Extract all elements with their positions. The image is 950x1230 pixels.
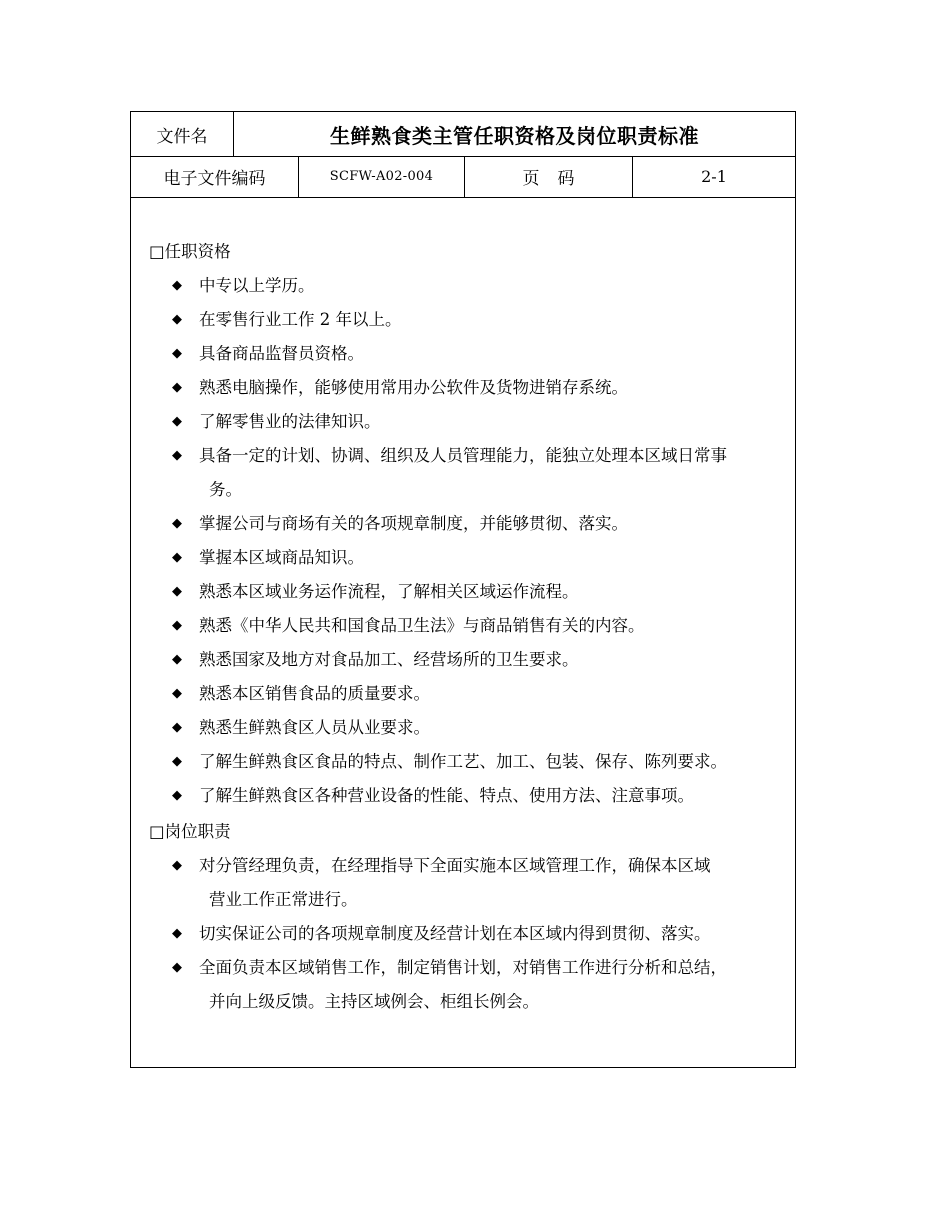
list-item: ◆ 了解生鲜熟食区各种营业设备的性能、特点、使用方法、注意事项。 <box>172 779 694 813</box>
list-item: ◆ 熟悉国家及地方对食品加工、经营场所的卫生要求。 <box>172 643 579 677</box>
diamond-bullet-icon: ◆ <box>172 788 182 803</box>
diamond-bullet-icon: ◆ <box>172 312 182 327</box>
list-item: ◆ 掌握公司与商场有关的各项规章制度，并能够贯彻、落实。 <box>172 507 628 541</box>
list-item: ◆ 熟悉《中华人民共和国食品卫生法》与商品销售有关的内容。 <box>172 609 645 643</box>
file-name-label: 文件名 <box>131 112 234 156</box>
document-frame <box>130 111 796 1068</box>
qualifications-heading: □任职资格 <box>149 242 231 261</box>
list-item: ◆ 熟悉生鲜熟食区人员从业要求。 <box>172 711 430 745</box>
list-item: ◆ 切实保证公司的各项规章制度及经营计划在本区域内得到贯彻、落实。 <box>172 917 711 951</box>
diamond-bullet-icon: ◆ <box>172 720 182 735</box>
diamond-bullet-icon: ◆ <box>172 414 182 429</box>
diamond-bullet-icon: ◆ <box>172 550 182 565</box>
list-item: ◆ 对分管经理负责，在经理指导下全面实施本区域管理工作，确保本区域 营业工作正常进行。 <box>172 849 782 917</box>
list-item: ◆ 具备商品监督员资格。 <box>172 337 364 371</box>
header-row-title <box>131 112 795 157</box>
diamond-bullet-icon: ◆ <box>172 686 182 701</box>
diamond-bullet-icon: ◆ <box>172 754 182 769</box>
diamond-bullet-icon: ◆ <box>172 346 182 361</box>
diamond-bullet-icon: ◆ <box>172 858 182 873</box>
duties-heading: □岗位职责 <box>149 822 231 841</box>
list-item: ◆ 熟悉本区销售食品的质量要求。 <box>172 677 430 711</box>
list-item: ◆ 熟悉电脑操作，能够使用常用办公软件及货物进销存系统。 <box>172 371 628 405</box>
diamond-bullet-icon: ◆ <box>172 926 182 941</box>
list-item: ◆ 了解生鲜熟食区食品的特点、制作工艺、加工、包装、保存、陈列要求。 <box>172 745 727 779</box>
code-value: SCFW-A02-004 <box>299 156 465 197</box>
diamond-bullet-icon: ◆ <box>172 278 182 293</box>
diamond-bullet-icon: ◆ <box>172 960 182 975</box>
page-label: 页码 <box>465 156 633 197</box>
list-item: ◆ 在零售行业工作 2 年以上。 <box>172 303 402 337</box>
diamond-bullet-icon: ◆ <box>172 516 182 531</box>
list-item: ◆ 了解零售业的法律知识。 <box>172 405 381 439</box>
diamond-bullet-icon: ◆ <box>172 380 182 395</box>
document-title: 生鲜熟食类主管任职资格及岗位职责标准 <box>330 123 699 148</box>
list-item: ◆ 熟悉本区域业务运作流程，了解相关区域运作流程。 <box>172 575 579 609</box>
page-value: 2-1 <box>701 167 727 186</box>
list-item: ◆ 掌握本区域商品知识。 <box>172 541 364 575</box>
code-label: 电子文件编码 <box>131 156 299 197</box>
content-area <box>131 197 795 1067</box>
diamond-bullet-icon: ◆ <box>172 652 182 667</box>
diamond-bullet-icon: ◆ <box>172 618 182 633</box>
diamond-bullet-icon: ◆ <box>172 448 182 463</box>
diamond-bullet-icon: ◆ <box>172 584 182 599</box>
list-item: ◆ 全面负责本区域销售工作，制定销售计划，对销售工作进行分析和总结， 并向上级反馈。主持区域例会、柜组长例会。 <box>172 951 782 1019</box>
header-row-code <box>131 156 795 198</box>
list-item: ◆ 具备一定的计划、协调、组织及人员管理能力，能独立处理本区域日常事 务。 <box>172 439 782 507</box>
list-item: ◆ 中专以上学历。 <box>172 269 315 303</box>
